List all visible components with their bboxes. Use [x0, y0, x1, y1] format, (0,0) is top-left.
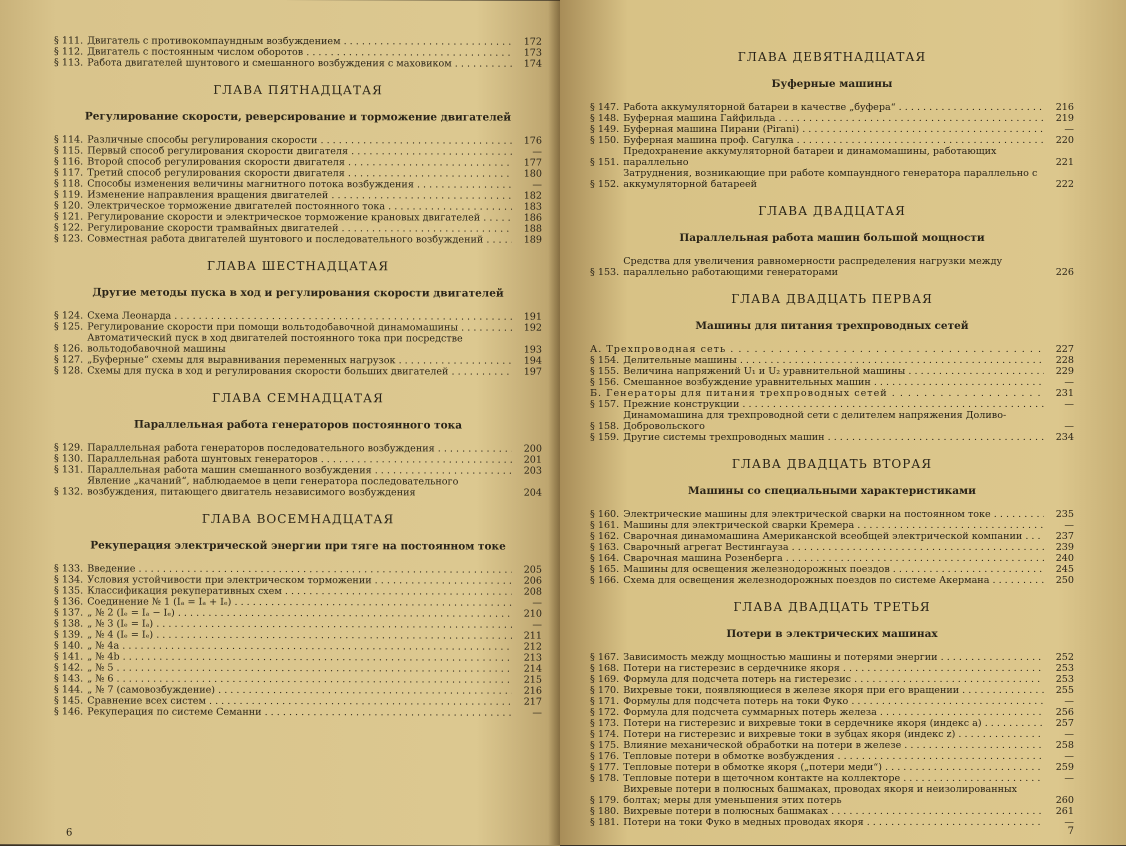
section-title: „ № 5 . . .	[87, 662, 512, 674]
section-number: § 131.	[54, 464, 84, 476]
toc-entry	[590, 564, 1074, 575]
page-ref: 205	[523, 564, 542, 576]
page-ref: 192	[523, 322, 542, 334]
page-ref: 183	[523, 201, 542, 213]
page-ref: 260	[1055, 795, 1074, 806]
toc-entry	[590, 366, 1074, 377]
section-title: Третий способ регулирования скорости двигателя . . .	[87, 167, 512, 179]
page-ref: 219	[1055, 113, 1074, 124]
toc-entry	[590, 674, 1074, 685]
left-page	[0, 0, 560, 846]
section-number: § 111.	[54, 35, 84, 47]
section-number: § 157.	[590, 399, 620, 410]
page-ref: 210	[523, 608, 542, 620]
chapter-title: ГЛАВА ДВАДЦАТЬ ВТОРАЯ	[731, 457, 933, 471]
section-title: „ № 2 (Iₑ = Iₐ − Iₑ) . . .	[87, 607, 512, 619]
section-number: § 144.	[54, 684, 84, 696]
chapter-title: ГЛАВА ВОСЕМНАДЦАТАЯ	[201, 511, 395, 527]
section-number: § 120.	[54, 200, 84, 212]
page-ref: —	[1064, 751, 1074, 762]
section-heading-b: Б. Генераторы для питания трехпроводных сетей . . . 231	[590, 388, 1074, 399]
right-page	[560, 0, 1126, 845]
section-title: Потери на гистерезис и вихревые токи в сердечнике якоря (индекс a) . . .	[623, 718, 1044, 729]
section-number: § 140.	[54, 640, 84, 652]
section-title: Схемы для пуска в ход и регулирования скорости больших двигателей . . .	[87, 365, 512, 377]
toc-entry	[590, 102, 1074, 113]
section-number: § 174.	[590, 729, 620, 740]
page-ref: —	[1064, 421, 1074, 432]
section-title: Другие системы трехпроводных машин . . .	[623, 432, 1044, 443]
section-number: § 149.	[590, 124, 620, 135]
page-ref: —	[1064, 520, 1074, 531]
page-ref: 212	[523, 641, 542, 653]
chapter-17	[54, 390, 542, 498]
section-number: § 175.	[590, 740, 620, 751]
section-title: Машины для освещения железнодорожных поездов . . .	[623, 564, 1044, 575]
chapter-subtitle: Машины для питания трехпроводных сетей	[695, 320, 969, 332]
toc-entry	[590, 256, 1074, 278]
page-ref: 234	[1055, 432, 1074, 443]
section-number: § 114.	[54, 134, 84, 146]
chapter-19	[590, 50, 1074, 190]
page-ref: 211	[523, 630, 542, 642]
page-ref: 201	[523, 454, 542, 466]
chapter-16	[54, 258, 542, 377]
section-title: Различные способы регулирования скорости . . .	[87, 134, 512, 146]
toc-entry	[590, 740, 1074, 751]
section-title: Предохранение аккумуляторной батареи и динамомашины, работающих параллельно	[623, 146, 997, 168]
toc-entry	[590, 575, 1074, 586]
section-title: Двигатель с противокомпаундным возбуждением . . .	[87, 35, 512, 47]
section-title: Тепловые потери в обмотке якоря („потери меди“) . . .	[623, 762, 1044, 773]
page-ref: 237	[1055, 531, 1074, 542]
toc-entry	[54, 475, 542, 498]
section-title: Средства для увеличения равномерности распределения нагрузки между параллельно работающими генераторами	[623, 256, 1003, 278]
section-title: „ № 4 (Iₑ = Iₑ) . . .	[87, 629, 512, 641]
section-title: Параллельная работа машин смешанного возбуждения . . .	[87, 464, 512, 476]
chapter-18	[54, 511, 542, 718]
toc-list	[590, 256, 1074, 278]
toc-list	[590, 102, 1074, 190]
section-title: Вихревые токи, появляющиеся в железе якоря при его вращении . . .	[623, 685, 1044, 696]
toc-entry	[590, 553, 1074, 564]
toc-entry	[590, 663, 1074, 674]
page-ref: 182	[523, 190, 542, 202]
section-number: § 141.	[54, 651, 84, 663]
section-title: Потери на гистерезис и вихревые токи в зубцах якоря (индекс z) . . .	[623, 729, 1044, 740]
toc-entry	[590, 410, 1074, 432]
page-ref: —	[1064, 817, 1074, 828]
page-number: 6	[66, 827, 73, 839]
page-ref: 222	[1055, 179, 1074, 190]
section-number: § 123.	[54, 233, 84, 245]
page-ref: —	[1064, 696, 1074, 707]
section-number: § 167.	[590, 652, 620, 663]
page-ref: 221	[1055, 157, 1074, 168]
page-ref: 172	[523, 36, 542, 48]
page-ref: 217	[523, 696, 542, 708]
chapter-title: ГЛАВА ДВАДЦАТЬ ПЕРВАЯ	[731, 292, 933, 306]
section-number: § 173.	[590, 718, 620, 729]
toc-list	[54, 310, 542, 377]
section-number: § 166.	[590, 575, 620, 586]
section-title: Классификация рекуперативных схем . . .	[87, 585, 512, 597]
section-title: Формулы для подсчета потерь на токи Фуко . . .	[623, 696, 1044, 707]
section-number: § 162.	[590, 531, 620, 542]
page-ref: 239	[1055, 542, 1074, 553]
section-number: § 169.	[590, 674, 620, 685]
toc-entry	[590, 135, 1074, 146]
toc-entry	[590, 762, 1074, 773]
section-number: § 136.	[54, 596, 84, 608]
toc-entry	[590, 718, 1074, 729]
section-number: § 122.	[54, 222, 84, 234]
toc-entry	[590, 685, 1074, 696]
chapter-subtitle: Рекуперация электрической энергии при тяге на постоянном токе	[90, 539, 506, 553]
section-title: „ № 6 . . .	[87, 673, 512, 685]
chapter-23	[590, 600, 1074, 828]
toc-entry	[590, 531, 1074, 542]
section-number: § 176.	[590, 751, 620, 762]
chapter-title: ГЛАВА СЕМНАДЦАТАЯ	[212, 390, 384, 406]
page-ref: 208	[523, 586, 542, 598]
section-number: § 135.	[54, 585, 84, 597]
section-number: § 130.	[54, 453, 84, 465]
toc-list	[590, 355, 1074, 388]
page-ref: 188	[523, 223, 542, 235]
page-ref: —	[1064, 773, 1074, 784]
section-number: § 180.	[590, 806, 620, 817]
toc-list	[54, 563, 542, 718]
page-ref: —	[1064, 729, 1074, 740]
section-title: Соединение № 1 (Iₐ = Iₐ + Iₑ) . . .	[87, 596, 512, 608]
toc-entry	[54, 365, 542, 377]
chapter-subtitle: Параллельная работа машин большой мощности	[679, 232, 985, 244]
section-number: § 139.	[54, 629, 84, 641]
toc-entry	[590, 652, 1074, 663]
chapter-22	[590, 457, 1074, 586]
page-ref: 174	[523, 58, 542, 70]
section-number: § 153.	[590, 267, 620, 278]
section-title: Работа аккумуляторной батареи в качестве „буфера“ . . .	[623, 102, 1044, 113]
chapter-subtitle: Параллельная работа генераторов постоянного тока	[133, 418, 463, 432]
chapter-title: ГЛАВА ПЯТНАДЦАТАЯ	[213, 82, 383, 98]
page-ref: 214	[523, 663, 542, 675]
page-ref: 228	[1055, 355, 1074, 366]
section-number: § 128.	[54, 365, 84, 377]
page-ref: 176	[523, 135, 542, 147]
chapter-21	[590, 292, 1074, 443]
section-number: § 121.	[54, 211, 84, 223]
section-title: Сварочный агрегат Вестингауза . . .	[623, 542, 1044, 553]
page-ref: 173	[523, 47, 542, 59]
section-number: § 179.	[590, 795, 620, 806]
section-title: Вихревые потери в полюсных башмаках, проводах якоря и неизолированных болтах; меры для уменьшения этих потерь	[623, 784, 1018, 806]
section-title: Буферная машина Пирани (Pirani) . . .	[623, 124, 1044, 135]
page-ref: 255	[1055, 685, 1074, 696]
section-title: Влияние механической обработки на потери в железе . . .	[623, 740, 1044, 751]
section-title: Делительные машины . . .	[623, 355, 1044, 366]
section-number: § 138.	[54, 618, 84, 630]
section-number: § 151.	[590, 157, 620, 168]
toc-entry	[590, 355, 1074, 366]
section-title: Совместная работа двигателей шунтового и последовательного возбуждений . . .	[87, 233, 512, 245]
section-number: § 163.	[590, 542, 620, 553]
section-title: Двигатель с постоянным числом оборотов . . .	[87, 46, 512, 58]
chapter-subtitle: Другие методы пуска в ход и регулирования скорости двигателей	[92, 286, 504, 300]
section-title: Электрические машины для электрической сварки на постоянном токе . . .	[623, 509, 1044, 520]
section-title: Машины для электрической сварки Кремера . . .	[623, 520, 1044, 531]
section-title: Вихревые потери в полюсных башмаках . . .	[623, 806, 1044, 817]
section-number: § 132.	[54, 486, 84, 498]
toc-entry	[590, 509, 1074, 520]
page-ref: 204	[523, 487, 542, 499]
section-title: Потери на токи Фуко в медных проводах якоря . . .	[623, 817, 1044, 828]
section-heading-a: А. Трехпроводная сеть . . . 227	[590, 344, 1074, 355]
page-ref: —	[1064, 399, 1074, 410]
section-title: Первый способ регулирования скорости двигателя . . .	[87, 145, 512, 157]
page-ref: 226	[1055, 267, 1074, 278]
page-ref: 245	[1055, 564, 1074, 575]
section-number: § 145.	[54, 695, 84, 707]
section-title: Электрическое торможение двигателей постоянного тока . . .	[87, 200, 512, 212]
section-title: Тепловые потери в обмотке возбуждения . . .	[623, 751, 1044, 762]
section-number: § 143.	[54, 673, 84, 685]
section-title: Способы изменения величины магнитного потока возбуждения . . .	[87, 178, 512, 190]
section-number: § 177.	[590, 762, 620, 773]
page-ref: 216	[523, 685, 542, 697]
section-title: Регулирование скорости и электрическое торможение крановых двигателей . . .	[87, 211, 512, 223]
page-ref: —	[1064, 377, 1074, 388]
section-title: Величина напряжений U₁ и U₂ уравнительной машины . . .	[623, 366, 1044, 377]
toc-entry	[54, 233, 542, 245]
page-ref: 253	[1055, 674, 1074, 685]
section-title: Схема для освещения железнодорожных поездов по системе Акермана . . .	[623, 575, 1044, 586]
chapter-title: ГЛАВА ДЕВЯТНАДЦАТАЯ	[737, 50, 927, 64]
section-number: § 137.	[54, 607, 84, 619]
toc-entry	[590, 817, 1074, 828]
toc-entry	[590, 168, 1074, 190]
page-ref: 252	[1055, 652, 1074, 663]
section-title: Регулирование скорости при помощи вольтодобавочной динамомашины . . .	[87, 321, 512, 333]
section-number: § 158.	[590, 421, 620, 432]
section-title: Работа двигателей шунтового и смешанного возбуждения с маховиком . . .	[87, 57, 512, 69]
section-number: § 127.	[54, 354, 84, 366]
section-title: „ № 3 (Iₑ = Iₐ) . . .	[87, 618, 512, 630]
section-title: Введение . . .	[87, 563, 512, 575]
section-number: § 156.	[590, 377, 620, 388]
section-number: § 119.	[54, 189, 84, 201]
page-ref: 253	[1055, 663, 1074, 674]
section-number: § 134.	[54, 574, 84, 586]
section-title: Явление „качаний“, наблюдаемое в цепи генератора последовательного возбуждения, питающего двигатель независимого возбуждения	[87, 475, 459, 499]
page-ref: 206	[523, 575, 542, 587]
section-number: § 148.	[590, 113, 620, 124]
toc-entry	[590, 377, 1074, 388]
section-title: Смешанное возбуждение уравнительных машин . . .	[623, 377, 1044, 388]
section-title: „ № 4b . . .	[87, 651, 512, 663]
page-ref: 259	[1055, 762, 1074, 773]
page-ref: 235	[1055, 509, 1074, 520]
section-number: § 112.	[54, 46, 84, 58]
section-number: § 115.	[54, 145, 84, 157]
section-number: § 170.	[590, 685, 620, 696]
chapter-subtitle: Потери в электрических машинах	[726, 628, 938, 640]
toc-list	[590, 509, 1074, 586]
section-title: Сварочная динамомашина Американской всеобщей электрической компании . . .	[623, 531, 1044, 542]
section-number: § 168.	[590, 663, 620, 674]
page-ref: 257	[1055, 718, 1074, 729]
toc-entry	[590, 124, 1074, 135]
section-title: Второй способ регулирования скорости двигателя . . .	[87, 156, 512, 168]
page-ref: 229	[1055, 366, 1074, 377]
section-number: § 150.	[590, 135, 620, 146]
page-ref: —	[1064, 124, 1074, 135]
section-title: Формула для подсчета потерь на гистерезис . . .	[623, 674, 1044, 685]
toc-entry	[590, 696, 1074, 707]
section-number: § 133.	[54, 563, 84, 575]
section-number: § 164.	[590, 553, 620, 564]
page-ref: 194	[523, 355, 542, 367]
page-number: 7	[1067, 826, 1074, 837]
section-number: § 159.	[590, 432, 620, 443]
toc-list	[590, 399, 1074, 443]
section-title: Схема Леонарда . . .	[87, 310, 512, 322]
page-ref: 203	[523, 465, 542, 477]
chapter-title: ГЛАВА ДВАДЦАТАЯ	[758, 204, 906, 218]
page-ref: 258	[1055, 740, 1074, 751]
section-title: Прежние конструкции . . .	[623, 399, 1044, 410]
toc-entry	[590, 399, 1074, 410]
section-title: Автоматический пуск в ход двигателей постоянного тока при посредстве вольтодобавочной машины	[87, 332, 463, 355]
section-number: § 152.	[590, 179, 620, 190]
section-title: Регулирование скорости трамвайных двигателей . . .	[87, 222, 512, 234]
toc-list	[54, 134, 542, 245]
section-number: § 165.	[590, 564, 620, 575]
section-number: § 126.	[54, 343, 84, 355]
section-title: Изменение направления вращения двигателей . . .	[87, 189, 512, 201]
toc-entry	[590, 113, 1074, 124]
section-title: „ № 7 (самовозбуждение) . . .	[87, 684, 512, 696]
toc-list	[54, 35, 542, 69]
section-number: § 172.	[590, 707, 620, 718]
page-ref: 186	[523, 212, 542, 224]
toc-entry	[590, 751, 1074, 762]
section-number: § 171.	[590, 696, 620, 707]
section-title: Условия устойчивости при электрическом торможении . . .	[87, 574, 512, 586]
section-title: Буферная машина проф. Сагулка . . .	[623, 135, 1044, 146]
section-number: § 124.	[54, 310, 84, 322]
chapter-subtitle: Машины со специальными характеристиками	[688, 485, 976, 497]
page-ref: —	[532, 707, 542, 719]
toc-list	[54, 442, 542, 498]
toc-entry	[590, 729, 1074, 740]
section-number: § 181.	[590, 817, 620, 828]
page-ref: 261	[1055, 806, 1074, 817]
section-title: Параллельная работа генераторов последовательного возбуждения . . .	[87, 442, 512, 454]
section-title: Динамомашина для трехпроводной сети с делителем напряжения Доливо-Добровольского	[623, 410, 1007, 432]
chapter-subtitle: Буферные машины	[771, 78, 893, 90]
toc-entry	[590, 520, 1074, 531]
toc-entry	[590, 432, 1074, 443]
toc-entry	[590, 707, 1074, 718]
page-ref: 177	[523, 157, 542, 169]
section-number: § 116.	[54, 156, 84, 168]
page-ref: 213	[523, 652, 542, 664]
section-number: § 160.	[590, 509, 620, 520]
page-ref: 191	[523, 311, 542, 323]
section-title: Сварочная машина Розенберга . . .	[623, 553, 1044, 564]
section-title: „ № 4a . . .	[87, 640, 512, 652]
section-title: Формула для подсчета суммарных потерь железа . . .	[623, 707, 1044, 718]
toc-entry	[54, 57, 542, 69]
page-ref: 250	[1055, 575, 1074, 586]
page-ref: 215	[523, 674, 542, 686]
page-ref: 197	[523, 366, 542, 378]
page-ref: 189	[523, 234, 542, 246]
section-title: Буферная машина Гайфильда . . .	[623, 113, 1044, 124]
page-ref: —	[532, 179, 542, 191]
section-title: Затруднения, возникающие при работе компаундного генератора параллельно с аккумуляторной батареей	[623, 168, 1038, 190]
toc-entry	[590, 784, 1074, 806]
section-number: § 125.	[54, 321, 84, 333]
toc-entry	[590, 146, 1074, 168]
section-title: Параллельная работа шунтовых генераторов . . .	[87, 453, 512, 465]
section-title: Сравнение всех систем . . .	[87, 695, 512, 707]
page-ref: 193	[523, 344, 542, 356]
section-number: § 161.	[590, 520, 620, 531]
section-number: § 117.	[54, 167, 84, 179]
page-ref: 180	[523, 168, 542, 180]
section-number: § 147.	[590, 102, 620, 113]
page-ref: —	[532, 597, 542, 609]
chapter-title: ГЛАВА ШЕСТНАДЦАТАЯ	[206, 258, 390, 274]
section-number: § 146.	[54, 706, 84, 718]
page-ref: 240	[1055, 553, 1074, 564]
section-number: § 118.	[54, 178, 84, 190]
page-ref: 220	[1055, 135, 1074, 146]
section-number: § 113.	[54, 57, 84, 69]
page-ref: 200	[523, 443, 542, 455]
section-number: § 129.	[54, 442, 84, 454]
chapter-15	[54, 82, 542, 245]
section-number: § 142.	[54, 662, 84, 674]
section-number: § 178.	[590, 773, 620, 784]
section-title: Потери на гистерезис в сердечнике якоря . . .	[623, 663, 1044, 674]
toc-entry	[54, 706, 542, 718]
chapter-20	[590, 204, 1074, 278]
section-title: Зависимость между мощностью машины и потерями энергии . . .	[623, 652, 1044, 663]
page-ref: —	[532, 146, 542, 158]
toc-entry	[54, 332, 542, 355]
toc-list	[590, 652, 1074, 828]
toc-entry	[590, 542, 1074, 553]
section-title: „Буферные“ схемы для выравнивания переменных нагрузок . . .	[87, 354, 512, 366]
section-number: § 155.	[590, 366, 620, 377]
section-title: Тепловые потери в щеточном контакте на коллекторе . . .	[623, 773, 1044, 784]
page-ref: 256	[1055, 707, 1074, 718]
page-ref: —	[532, 619, 542, 631]
toc-entry	[590, 806, 1074, 817]
chapter-subtitle: Регулирование скорости, реверсирование и торможение двигателей	[84, 110, 512, 124]
section-title: Рекуперация по системе Семанни . . .	[87, 706, 512, 718]
page-ref: 216	[1055, 102, 1074, 113]
chapter-title: ГЛАВА ДВАДЦАТЬ ТРЕТЬЯ	[733, 600, 931, 614]
toc-entry	[590, 773, 1074, 784]
section-number: § 154.	[590, 355, 620, 366]
